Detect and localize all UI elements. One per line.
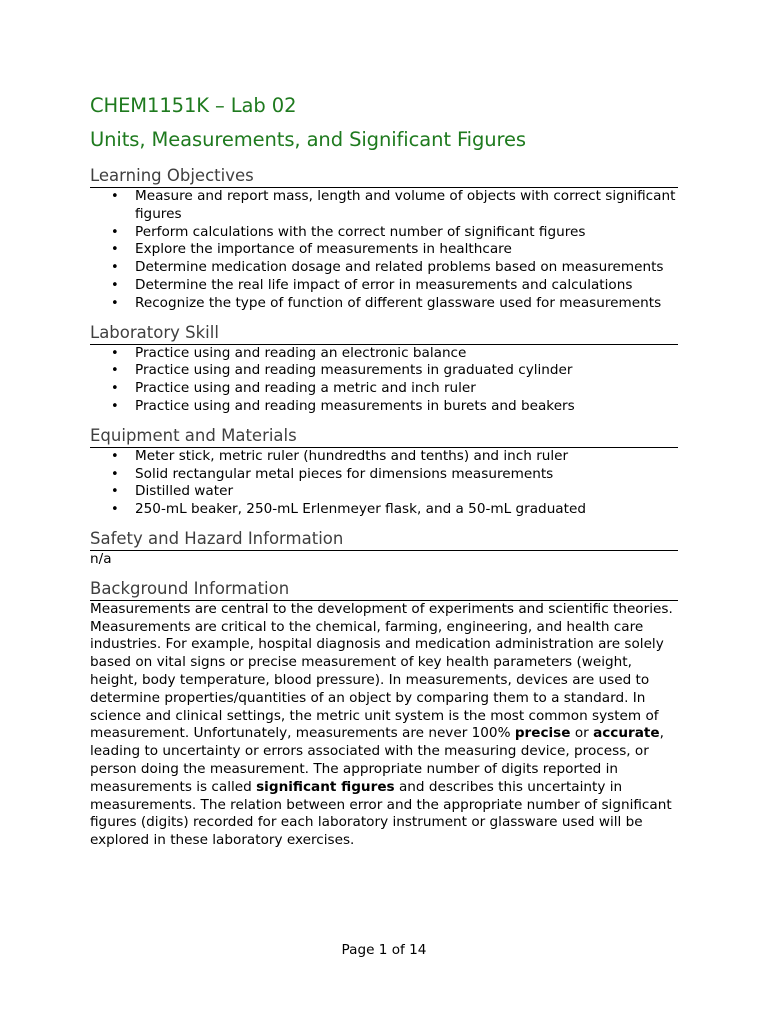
skills-list: [90, 345, 678, 416]
bullet-icon: •: [111, 398, 119, 414]
term-accurate: accurate: [593, 725, 660, 742]
equipment-list: [90, 448, 678, 519]
section-learning-objectives: [90, 166, 678, 313]
list-item: • Meter stick, metric ruler (hundredths and tenths) and inch ruler: [111, 447, 569, 464]
bullet-icon: •: [111, 381, 119, 397]
bullet-icon: •: [111, 242, 119, 258]
list-item: • Distilled water: [111, 483, 234, 500]
section-heading: Background Information: [90, 579, 678, 601]
list-item: • Practice using and reading measurements in burets and beakers: [111, 397, 575, 414]
term-precise: precise: [514, 725, 571, 742]
list-item: • Determine medication dosage and related problems based on measurements: [111, 259, 664, 276]
bullet-icon: •: [111, 484, 119, 500]
bullet-icon: •: [111, 189, 119, 204]
safety-text: n/a: [90, 550, 112, 567]
list-item: • 250-mL beaker, 250-mL Erlenmeyer flask, and a 50-mL graduated: [111, 501, 586, 518]
lab-title: Units, Measurements, and Significant Figures: [90, 128, 526, 151]
document-page: [90, 90, 678, 850]
bullet-icon: •: [111, 260, 119, 276]
section-safety-hazard: [90, 529, 678, 569]
page-number: Page 1 of 14: [341, 942, 427, 958]
bullet-icon: •: [111, 345, 119, 361]
section-heading: Equipment and Materials: [90, 426, 678, 448]
background-paragraph: Measurements are central to the development of experiments and scientific theories. Measurements are critical to the chemical, farming, engineering, and health care industries. For example, hospital diagnosis and medication administration are solely based on vital signs or precise measurement of key health parameters (weight, height, body temperature, blood pressure). In measurements, devices are used to determine properties/quantities of an object by comparing them to a standard. In science and clinical settings, the metric unit system is the most common system of measurement. Unfortunately, measurements are never 100% precise or accurate, leading to uncertainty or errors associated with the measuring device, process, or person doing the measurement. The appropriate number of digits reported in measurements is called significant figures and describes this uncertainty in measurements. The relation between error and the appropriate number of significant figures (digits) recorded for each laboratory instrument or glassware used will be explored in these laboratory exercises.: [90, 600, 673, 849]
bullet-icon: •: [111, 295, 119, 311]
list-item: • Practice using and reading a metric and inch ruler: [111, 380, 476, 397]
list-item: • Perform calculations with the correct number of significant figures: [111, 223, 586, 240]
list-item: • Practice using and reading measurements in graduated cylinder: [111, 362, 573, 379]
list-item: • Solid rectangular metal pieces for dimensions measurements: [111, 465, 554, 482]
bullet-icon: •: [111, 466, 119, 482]
section-heading: Learning Objectives: [90, 166, 678, 188]
list-item: • Measure and report mass, length and volume of objects with correct significant figures: [111, 188, 676, 222]
section-heading: Laboratory Skill: [90, 323, 678, 345]
bullet-icon: •: [111, 277, 119, 293]
bullet-icon: •: [111, 224, 119, 240]
bullet-icon: •: [111, 502, 119, 518]
term-significant-figures: significant figures: [256, 778, 395, 795]
course-title: CHEM1151K – Lab 02: [90, 94, 297, 117]
bullet-icon: •: [111, 448, 119, 464]
section-heading: Safety and Hazard Information: [90, 529, 678, 551]
objectives-list: [90, 188, 678, 313]
bullet-icon: •: [111, 363, 119, 379]
section-equipment-materials: [90, 426, 678, 519]
list-item: • Recognize the type of function of different glassware used for measurements: [111, 294, 662, 311]
list-item: • Explore the importance of measurements in healthcare: [111, 241, 512, 258]
section-laboratory-skill: [90, 323, 678, 416]
list-item: • Determine the real life impact of error in measurements and calculations: [111, 276, 633, 293]
list-item: • Practice using and reading an electronic balance: [111, 344, 467, 361]
section-background: [90, 579, 678, 850]
